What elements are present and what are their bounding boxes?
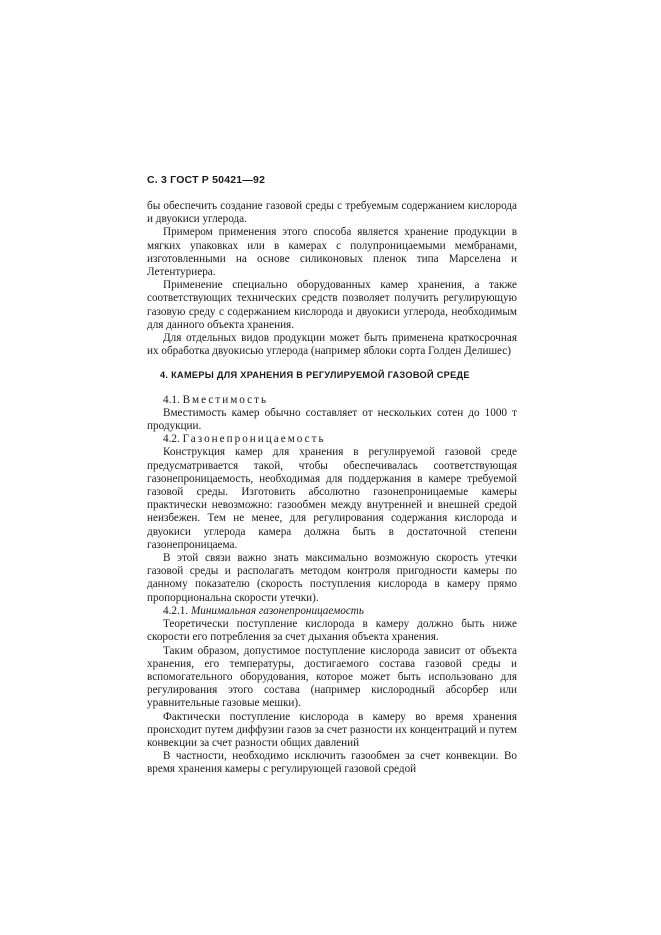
subsection-number: 4.2.1. bbox=[163, 604, 189, 617]
section-4-heading: 4. КАМЕРЫ ДЛЯ ХРАНЕНИЯ В РЕГУЛИРУЕМОЙ ГАЗОВОЙ СРЕДЕ bbox=[160, 370, 470, 381]
subsection-4-2-1-heading bbox=[147, 605, 517, 618]
intro-paragraph: Примером применения этого способа является хранение продукции в мягких упаковках или в камерах с полупроницаемыми мембранами, изготовленными на основе силиконовых пленок типа Марселена и Летентуриера. bbox=[147, 226, 517, 279]
subsection-number: 4.2. bbox=[163, 433, 180, 446]
subsection-4-1-heading bbox=[147, 394, 517, 407]
subsection-title: Вместимость bbox=[182, 393, 269, 406]
intro-paragraph: Для отдельных видов продукции может быть применена краткосрочная их обработка двуокисью углерода (например яблоки сорта Голден Делишес) bbox=[147, 332, 517, 358]
subsection-4-2-1-paragraph: Таким образом, допустимое поступление кислорода зависит от объекта хранения, его температуры, достигаемого состава газовой среды и вспомогательного оборудования, которое может быть использовано для регулирования этого состава (например кислородный абсорбер или уравнительные газовые мешки). bbox=[147, 644, 517, 710]
page-header: С. 3 ГОСТ Р 50421—92 bbox=[147, 174, 266, 186]
intro-paragraph: Применение специально оборудованных камер хранения, а также соответствующих технических средств позволяет получить регулирующую газовую среду с содержанием кислорода и двуокиси углерода, необходимым для данного объекта хранения. bbox=[147, 279, 517, 331]
subsection-title: Газонепроницаемость bbox=[182, 433, 326, 446]
document-body bbox=[147, 200, 517, 777]
subsection-4-2-paragraph: Конструкция камер для хранения в регулируемой газовой среде предусматривается такой, чтобы обеспечивалась соответствующая газонепроницаемость, необходимая для поддержания в камере требуемой газовой среды. Изготовить абсолютно газонепроницаемые камеры практически невозможно: газообмен между внутренней и внешней средой неизбежен. Тем не менее, для регулирования содержания кислорода и двуокиси углерода камера должна быть в достаточной степени газонепроницаема. bbox=[147, 446, 517, 551]
intro-paragraph: бы обеспечить создание газовой среды с требуемым содержанием кислорода и двуокиси углерода. bbox=[147, 200, 517, 226]
subsection-4-2-paragraph: В этой связи важно знать максимально возможную скорость утечки газовой среды и располагать методом контроля пригодности камеры по данному показателю (скорость поступления кислорода в камеру прямо пропорциональна скорости утечки). bbox=[147, 552, 517, 604]
subsection-4-2-1-paragraph: В частности, необходимо исключить газообмен за счет конвекции. Во время хранения камеры с регулирующей газовой средой bbox=[147, 750, 517, 776]
subsection-4-2-1-paragraph: Фактически поступление кислорода в камеру во время хранения происходит путем диффузии газов за счет разности их концентраций и путем конвекции за счет разности общих давлений bbox=[147, 710, 517, 749]
subsection-title: Минимальная газонепроницаемость bbox=[190, 604, 364, 617]
subsection-4-2-1-paragraph: Теоретически поступление кислорода в камеру должно быть ниже скорости его потребления за счет дыхания объекта хранения. bbox=[147, 618, 517, 644]
subsection-4-1-text: Вместимость камер обычно составляет от нескольких сотен до 1000 т продукции. bbox=[147, 406, 517, 433]
subsection-number: 4.1. bbox=[163, 393, 180, 406]
subsection-4-2-heading bbox=[147, 433, 517, 446]
